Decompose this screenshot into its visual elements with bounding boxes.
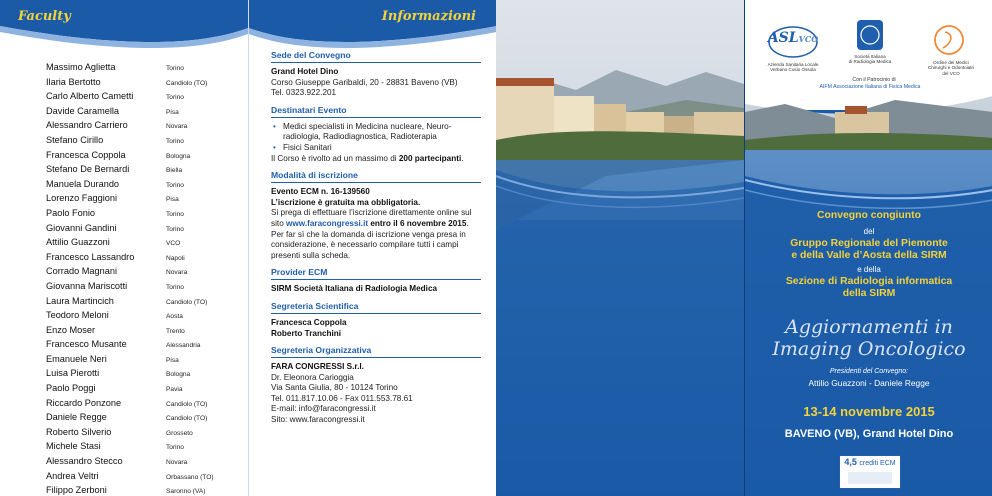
faculty-panel <box>0 0 248 496</box>
faculty-city: Bologna <box>166 152 191 160</box>
faculty-row <box>46 485 236 496</box>
organizzativa-contact: Dr. Eleonora Carioggia <box>271 372 354 382</box>
organizzativa-tel: Tel. 011.817.10.06 - Fax 011.553.78.61 <box>271 393 413 403</box>
destinatari-bullet-1: • Medici specialisti in Medicina nucleare, Neuro-radiologia, Radiodiagnostica, Radioterapia <box>283 122 481 143</box>
faculty-city: Torino <box>166 137 184 145</box>
faculty-row <box>46 310 236 325</box>
faculty-city: Torino <box>166 225 184 233</box>
info-title: Informazioni <box>381 9 476 24</box>
faculty-city: VCO <box>166 240 181 248</box>
cover-del: del <box>863 227 875 236</box>
faculty-city: Candiolo (TO) <box>166 400 208 408</box>
gruppo-line-1: Gruppo Regionale del Piemonte <box>790 238 948 249</box>
presidenti-label: Presidenti del Convegno: <box>829 368 909 375</box>
faculty-city: Orbassano (TO) <box>166 473 214 481</box>
faculty-row <box>46 325 236 340</box>
scientifica-name-2: Roberto Tranchini <box>271 328 342 338</box>
destinatari-text: Il Corso è rivolto ad un massimo di 200 partecipanti. <box>271 153 464 163</box>
faculty-name: Attilio Guazzoni <box>46 237 110 248</box>
faculty-city: Biella <box>166 167 183 175</box>
faculty-row <box>46 164 236 179</box>
faculty-name: Corrado Magnani <box>46 266 117 277</box>
faculty-title: Faculty <box>18 9 71 24</box>
faculty-name: Manuela Durando <box>46 178 120 189</box>
organizzativa-heading: Segreteria Organizzativa <box>271 345 481 358</box>
faculty-name: Laura Martincich <box>46 295 114 306</box>
event-dates: 13-14 novembre 2015 <box>803 404 935 419</box>
faculty-name: Francesco Lassandro <box>46 251 135 262</box>
faculty-name: Michele Stasi <box>46 441 101 452</box>
faculty-city: Aosta <box>166 313 183 321</box>
info-panel <box>248 0 496 496</box>
faculty-name: Francesco Musante <box>46 339 127 350</box>
faculty-row <box>46 339 236 354</box>
faculty-city: Pisa <box>166 108 179 116</box>
ordine-label: Ordine dei Medici Chirurghi e Odontoiatri del VCO <box>927 60 975 76</box>
faculty-row <box>46 441 236 456</box>
faculty-city: Torino <box>166 283 184 291</box>
presidenti-names: Attilio Guazzoni - Daniele Regge <box>808 378 930 388</box>
faculty-name: Teodoro Meloni <box>46 310 109 321</box>
faculty-row <box>46 252 236 267</box>
faculty-city: Torino <box>166 94 184 102</box>
organizzativa-site[interactable]: Sito: www.faracongressi.it <box>271 415 365 425</box>
faculty-city: Saronno (VA) <box>166 488 206 496</box>
faculty-city: Candiolo (TO) <box>166 415 208 423</box>
faculty-name: Alessandro Carriero <box>46 120 128 131</box>
modalita-text: Si prega di effettuare l’iscrizione direttamente online sul sito www.faracongressi.it entro il 6 novembre 2015. Per far sì che la domanda di iscrizione venga presa in considerazione, è necessario compilare tutti i campi presenti sulla scheda. <box>271 208 472 260</box>
faculty-name: Giovanna Mariscotti <box>46 280 128 291</box>
faculty-name: Luisa Pierotti <box>46 368 100 379</box>
gruppo-line-2: e della Valle d’Aosta della SIRM <box>791 250 947 261</box>
faculty-list <box>46 62 236 496</box>
faculty-name: Francesca Coppola <box>46 149 126 160</box>
destinatari-heading: Destinatari Evento <box>271 105 481 118</box>
faculty-row <box>46 120 236 135</box>
faculty-row <box>46 281 236 296</box>
faculty-city: Torino <box>166 444 184 452</box>
event-venue: BAVENO (VB), Grand Hotel Dino <box>784 428 954 440</box>
event-title-line-2: Imaging Oncologico <box>772 338 966 360</box>
ecm-badge: 4,5 crediti ECM <box>839 455 901 489</box>
faculty-row <box>46 427 236 442</box>
faculty-city: Novara <box>166 269 188 277</box>
destinatari-bullet-2: • Fisici Sanitari <box>283 143 481 154</box>
convegno-congiunto: Convegno congiunto <box>817 210 921 221</box>
modalita-gratuita: L’iscrizione è gratuita ma obbligatoria. <box>271 197 421 207</box>
faculty-name: Lorenzo Faggioni <box>46 193 117 204</box>
aifm-text: AIFM Associazione Italiana di Fisica Medica <box>819 84 921 90</box>
provider-heading: Provider ECM <box>271 267 481 280</box>
scientifica-heading: Segreteria Scientifica <box>271 301 481 314</box>
lake-town-photo <box>496 0 744 496</box>
faculty-name: Daniele Regge <box>46 412 107 423</box>
faculty-city: Novara <box>166 123 188 131</box>
faculty-row <box>46 208 236 223</box>
faculty-name: Emanuele Neri <box>46 353 107 364</box>
info-content <box>271 50 481 426</box>
organizzativa-company: FARA CONGRESSI S.r.l. <box>271 362 364 372</box>
asl-logo-text: ASLVCO <box>767 30 819 46</box>
sezione-line-1: Sezione di Radiologia informatica <box>785 276 953 287</box>
photo-panel <box>496 0 744 496</box>
faculty-row <box>46 135 236 150</box>
faculty-row <box>46 354 236 369</box>
sirm-label: Società Italiana di Radiologia Medica <box>848 54 892 65</box>
faculty-row <box>46 91 236 106</box>
sezione-line-2: della SIRM <box>842 288 896 299</box>
faculty-name: Davide Caramella <box>46 105 120 116</box>
cover-edella: e della <box>857 265 881 274</box>
faculty-name: Ilaria Bertotto <box>46 76 101 87</box>
faculty-row <box>46 62 236 77</box>
faculty-name: Stefano Cirillo <box>46 134 104 145</box>
asl-label: Azienda Sanitaria Locale Verbano Cusio Ossola <box>767 62 819 73</box>
faculty-city: Napoli <box>166 254 185 262</box>
cover-panel <box>744 0 992 496</box>
faculty-row <box>46 412 236 427</box>
sede-hotel: Grand Hotel Dino <box>271 67 339 76</box>
scientifica-name-1: Francesca Coppola <box>271 317 347 327</box>
faculty-row <box>46 456 236 471</box>
faculty-city: Candiolo (TO) <box>166 298 208 306</box>
provider-text: SIRM Società Italiana di Radiologia Medica <box>271 284 438 294</box>
faculty-row <box>46 368 236 383</box>
patrocinio-text: Con il Patrocinio di <box>852 77 896 83</box>
faculty-name: Riccardo Ponzone <box>46 397 122 408</box>
destinatari-list <box>271 122 481 154</box>
faculty-row <box>46 398 236 413</box>
faculty-name: Andrea Veltri <box>46 470 99 481</box>
event-title-line-1: Aggiornamenti in <box>785 316 953 338</box>
faculty-row <box>46 193 236 208</box>
faculty-row <box>46 223 236 238</box>
faculty-name: Stefano De Bernardi <box>46 164 130 175</box>
faculty-city: Candiolo (TO) <box>166 79 208 87</box>
faculty-row <box>46 179 236 194</box>
faculty-row <box>46 383 236 398</box>
modalita-site-link[interactable]: www.faracongressi.it <box>286 218 369 228</box>
faculty-row <box>46 106 236 121</box>
faculty-name: Roberto Silverio <box>46 426 112 437</box>
faculty-city: Pisa <box>166 356 179 364</box>
organizzativa-address: Via Santa Giulia, 80 - 10124 Torino <box>271 383 398 393</box>
faculty-row <box>46 471 236 486</box>
faculty-row <box>46 296 236 311</box>
faculty-city: Torino <box>166 65 184 72</box>
faculty-city: Grosseto <box>166 429 193 437</box>
faculty-city: Pisa <box>166 196 179 204</box>
faculty-row <box>46 150 236 165</box>
faculty-name: Massimo Aglietta <box>46 62 116 72</box>
faculty-name: Paolo Poggi <box>46 383 96 394</box>
sede-heading: Sede del Convegno <box>271 50 481 63</box>
sede-tel: Tel. 0323.922.201 <box>271 88 337 98</box>
faculty-city: Pavia <box>166 386 183 394</box>
faculty-row <box>46 266 236 281</box>
faculty-city: Torino <box>166 181 184 189</box>
organizzativa-email[interactable]: E-mail: info@faracongressi.it <box>271 404 376 414</box>
faculty-city: Alessandria <box>166 342 201 350</box>
faculty-name: Alessandro Stecco <box>46 456 123 467</box>
faculty-row <box>46 77 236 92</box>
modalita-heading: Modalità di iscrizione <box>271 170 481 183</box>
faculty-row <box>46 237 236 252</box>
faculty-city: Novara <box>166 459 188 467</box>
faculty-name: Filippo Zerboni <box>46 485 107 496</box>
faculty-name: Carlo Alberto Cametti <box>46 91 134 102</box>
faculty-name: Giovanni Gandini <box>46 222 117 233</box>
faculty-name: Paolo Fonio <box>46 207 96 218</box>
modalita-evento: Evento ECM n. 16-139560 <box>271 187 370 197</box>
faculty-city: Trento <box>166 327 185 335</box>
faculty-city: Bologna <box>166 371 191 379</box>
faculty-name: Enzo Moser <box>46 324 96 335</box>
faculty-city: Torino <box>166 210 184 218</box>
sede-address: Corso Giuseppe Garibaldi, 20 - 28831 Baveno (VB) <box>271 77 458 87</box>
